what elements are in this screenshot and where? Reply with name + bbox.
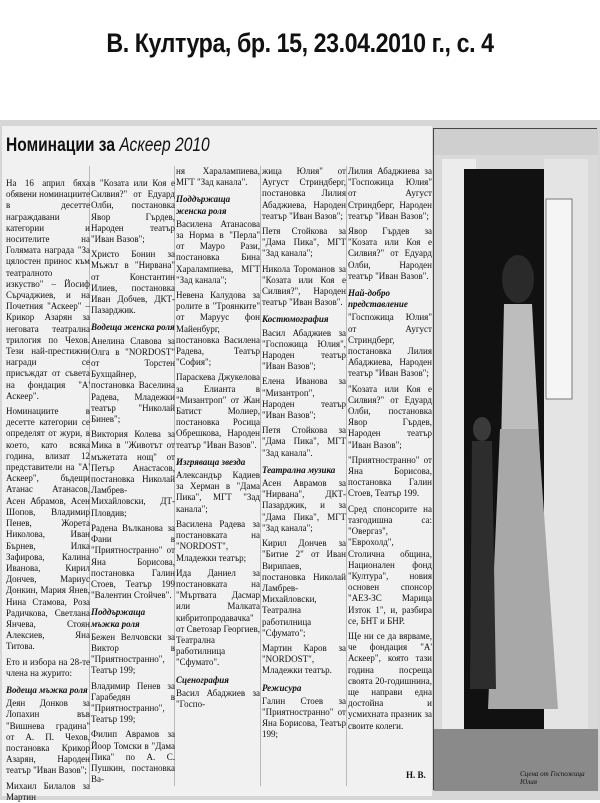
paragraph: Деян Донков за Лопахин във "Вишнева градина" от А. П. Чехов, постановка Крикор Азарян, Народен театър "Иван Вазов";	[6, 698, 90, 776]
paragraph: Сред спонсорите на тазгодишна са: "Овергаз", "Еврохолд", Столична община, Национален фонд "Култура", новия основен спонсор "АЕЗ-ЗС Марица Изток 1", и, разбира се, БНТ и БНР.	[348, 503, 432, 626]
paragraph: На 16 април бяха обявени номинациите в десетте награждавани категории и носителите на Голямата награда "За цялостен принос към театралното изкуство" – Йосиф Сърчаджиев, и на Почетния "Аскеер" – Крикор Азарян за неговата театрална трилогия по Чехов. Тези най-престижни награди се присъждат от съвета на фондация "А' Аскеер".	[6, 178, 90, 401]
paragraph: Кирил Дончев за "Битие 2" от Иван Вирипаев, постановка Николай Ламбрев-Михайловски, Театрална работилница "Сфумато";	[262, 538, 346, 638]
column-rule	[260, 166, 261, 786]
paragraph: Васил Абаджиев за "Госпо-	[176, 687, 260, 709]
paragraph: Александър Кадиев за Херман в "Дама Пика", МГТ "Зад канала";	[176, 470, 260, 514]
section-heading: Водеща женска роля	[91, 322, 175, 333]
article-title	[6, 135, 210, 157]
paragraph: ня Харалампиева, МГТ "Зад канала".	[176, 166, 260, 188]
section-heading: Най-добро представление	[348, 288, 408, 310]
paragraph: Анелина Славова за Олга в "NORDOST" от Торстен Бухщайнер, постановка Васелина Радева, Младежки театър "Николай Бинев";	[91, 335, 175, 425]
clipping-header: В. Култура, бр. 15, 23.04.2010 г., с. 4	[106, 28, 494, 58]
paragraph: Василена Атанасова за Норма в "Перла" от Мауро Рази, постановка Бина Харалампиева, МГТ "Зад канала";	[176, 218, 260, 285]
section-heading: Водеща мъжка роля	[6, 684, 88, 695]
paragraph: Филип Аврамов за Йоор Томски в "Дама Пика" по А. С. Пушкин, постановка Ва-	[91, 729, 175, 785]
paragraph: "Козата или Коя е Силвия?" от Едуард Олби, постановка Явор Гърдев, Народен театър "Иван Вазов";	[348, 383, 432, 450]
theatre-photo-illustration	[434, 129, 598, 791]
paragraph: Ето и изборa на 28-те члена на журито:	[6, 656, 90, 678]
paragraph: Галин Стоев за "Приятностранно" от Яна Борисова, Театър 199;	[262, 695, 346, 740]
paragraph: Елена Иванова за "Мизантроп", Народен театър "Иван Вазов";	[262, 376, 346, 421]
article-title-name: Аскеер 2010	[119, 135, 210, 156]
section-heading: Изгряваща звезда	[176, 456, 246, 467]
paragraph: Васил Абаджиев за "Госпожица Юлия", Народен театър "Иван Вазов";	[262, 327, 346, 372]
section-heading: Поддържаща мъжка роля	[91, 607, 146, 629]
article-column-5	[348, 166, 432, 778]
paragraph: Владимир Пенев за Гарабедян в "Приятностранно", Театър 199;	[91, 680, 175, 725]
paragraph: Параскева Джукелова за Елианта в "Мизантроп" от Жан Батист Молиер, постановка Росица Обрешкова, Народен театър "Иван Вазов".	[176, 372, 260, 450]
section-heading: Сценография	[176, 674, 229, 685]
paragraph: Бежен Велчовски за Виктор в "Приятностранно", Театър 199;	[91, 631, 175, 676]
paragraph: Номинациите в десетте категории се определят от жури, в което, като всяка година, влизат 12 представители на "А' Аскеер", бъдещи Атанас Атанасов, Асен Абрамов, Асен Шопов, Владимир Пенев, Жорета Николова, Иван Бърнев, Илка Зафирова, Калина Иванова, Кирил Дончев, Мариус Донкин, Мария Янев, Нина Стамова, Роза Радичкова, Светлана Янчева, Стоян Алексиев, Яна Титова.	[6, 406, 90, 652]
section-heading: Театрална музика	[262, 464, 336, 475]
paragraph: в "Козата или Коя е Силвия?" от Едуард Олби, постановка Явор Гърдев, Народен театър "Иван Вазов";	[91, 178, 175, 245]
paragraph: Радена Вълканова за Фани в "Приятностранно" от Яна Борисова, постановка Галин Стоев, Театър 199 "Валентин Стойчев".	[91, 522, 175, 601]
column-rule	[346, 166, 347, 786]
article-title-prefix: Номинации за	[6, 135, 120, 156]
paragraph: Невена Калудова за ролите в "Троянките" от Маруус фон Майенбург, постановка Василена Радева, Театър "София";	[176, 290, 260, 368]
paragraph: Василена Радева за постановката на "NORDOST", Младежки театър;	[176, 518, 260, 563]
paragraph: "Госпожица Юлия" от Аугуст Стриндберг, постановка Лилия Абаджиева, Народен театър "Иван Вазов";	[348, 312, 432, 379]
paragraph: Асен Аврамов за "Нирвана", ДКТ-Пазарджик, и за "Дама Пика", МГТ "Зад канала";	[262, 478, 346, 533]
author-signature: Н. В.	[406, 770, 426, 780]
photo-caption: Сцена от Госпожица Юлия	[520, 770, 585, 786]
paragraph: Михаил Билалов за Мартин	[6, 780, 90, 802]
article-column-4	[262, 166, 346, 778]
section-heading: Костюмография	[262, 314, 329, 325]
article-column-1	[6, 178, 90, 802]
paragraph: Лилия Абаджиева за "Госпожица Юлия" от Аугуст Стриндберг, Народен театър "Иван Вазов";	[348, 166, 432, 221]
paragraph: Петя Стойкова за "Дама Пика", МГТ "Зад канала".	[262, 425, 346, 458]
paragraph: Явор Гърдев за "Козата или Коя е Силвия?" от Едуард Олби, Народен театър "Иван Вазов".	[348, 226, 432, 281]
paragraph: Христо Бонин за Мъжът в "Нирвана" от Константин Илиев, постановка Иван Добчев, ДКТ-Пазарджик.	[91, 249, 175, 316]
paragraph: Никола Тороманов за "Козата или Коя е Силвия?", Народен театър "Иван Вазов".	[262, 263, 346, 308]
paragraph: Ида Даниел за постановката на "Мъртвата Дасмар или Малката кибритопродавачка" от Светозар Георгиев, Театрална работилница "Сфумато".	[176, 567, 260, 668]
article-column-3	[176, 166, 260, 778]
paragraph: жица Юлия" от Аугуст Стриндберг, постановка Лилия Абаджиева, Народен театър "Иван Вазов";	[262, 166, 346, 221]
section-heading: Режисура	[262, 682, 302, 693]
paragraph: "Приятностранно" от Яна Борисова, постановка Галин Стоев, Театър 199.	[348, 454, 432, 499]
paragraph: Виктория Колева за Мика в "Животът от мъжетата нощ" от Петър Анастасов, постановка Николай Ламбрев-Михайловски, ДТ-Пловдив;	[91, 429, 175, 518]
article-column-2	[91, 178, 175, 790]
section-heading: Поддържаща женска роля	[176, 194, 231, 216]
paragraph: Мартин Каров за "NORDOST", Младежки театър.	[262, 642, 346, 676]
paragraph: Петя Стойкова за "Дама Пика", МГТ "Зад канала";	[262, 226, 346, 259]
paragraph: Ще ни се да вярваме, че фондация "А' Аскеер", която тази година посреща своята 20-годишнина, ще направи една достойна и усмихната празник за своите колеги.	[348, 630, 432, 731]
theatre-photo	[433, 128, 597, 790]
